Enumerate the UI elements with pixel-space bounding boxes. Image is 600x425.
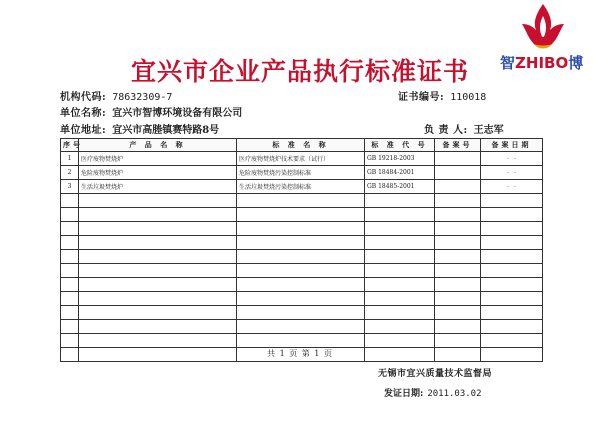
table-body <box>61 152 543 362</box>
table-row <box>61 306 543 320</box>
cell-product: 医疗废物焚烧炉 <box>79 152 237 166</box>
cell-product <box>79 334 237 348</box>
cell-date <box>481 320 543 334</box>
cell-record <box>435 194 481 208</box>
person-value: 王志军 <box>473 125 504 136</box>
cell-no <box>61 292 79 306</box>
cell-date: - - <box>481 152 543 166</box>
logo-cn-right: 博 <box>568 54 584 72</box>
cell-no <box>61 208 79 222</box>
cell-code <box>365 222 435 236</box>
unit-addr-row <box>60 121 219 136</box>
unit-addr-label: 单位地址: <box>60 125 107 136</box>
cell-no <box>61 278 79 292</box>
cell-record <box>435 180 481 194</box>
cell-standard <box>237 278 365 292</box>
col-header-date: 备案日期 <box>481 139 543 152</box>
cell-date <box>481 334 543 348</box>
unit-name-value: 宜兴市智博环境设备有限公司 <box>112 108 243 119</box>
col-header-no: 序号 <box>61 139 79 152</box>
cell-standard <box>237 306 365 320</box>
issuing-authority: 无锡市宜兴质量技术监督局 <box>378 369 493 379</box>
cell-record <box>435 264 481 278</box>
cell-no: 3 <box>61 180 79 194</box>
cell-standard <box>237 208 365 222</box>
cell-date <box>481 250 543 264</box>
cell-code <box>365 306 435 320</box>
cell-code <box>365 208 435 222</box>
cell-product <box>79 208 237 222</box>
cell-code <box>365 264 435 278</box>
cell-record <box>435 278 481 292</box>
cell-no <box>61 222 79 236</box>
cell-product <box>79 292 237 306</box>
cell-standard: 生活垃圾焚烧污染控制标准 <box>237 180 365 194</box>
table-row <box>61 320 543 334</box>
unit-addr-value: 宜兴市高塍镇赛特路8号 <box>112 125 220 136</box>
table-row <box>61 236 543 250</box>
table-row <box>61 208 543 222</box>
cell-date <box>481 292 543 306</box>
cell-date: - - <box>481 166 543 180</box>
cell-date: - - <box>481 180 543 194</box>
cell-date <box>481 208 543 222</box>
cert-no-label: 证书编号: <box>398 92 445 103</box>
cell-date <box>481 236 543 250</box>
cell-product <box>79 250 237 264</box>
cell-standard <box>237 334 365 348</box>
table-row <box>61 166 543 180</box>
logo-en: ZHIBO <box>515 54 569 72</box>
cell-standard <box>237 236 365 250</box>
cell-product <box>79 222 237 236</box>
cell-no <box>61 250 79 264</box>
cell-no <box>61 320 79 334</box>
cell-code: GB 19218-2003 <box>365 152 435 166</box>
cell-code: GB 18485-2001 <box>365 180 435 194</box>
table-header-row <box>61 139 543 152</box>
cell-date <box>481 278 543 292</box>
cell-code <box>365 278 435 292</box>
cell-no <box>61 264 79 278</box>
cell-no <box>61 194 79 208</box>
table-row <box>61 180 543 194</box>
cell-product <box>79 278 237 292</box>
table-row <box>61 278 543 292</box>
cell-no <box>61 306 79 320</box>
table-row <box>61 250 543 264</box>
cell-record <box>435 166 481 180</box>
cell-product <box>79 194 237 208</box>
cell-product <box>79 320 237 334</box>
cert-no-row <box>398 88 486 103</box>
cell-standard <box>237 292 365 306</box>
table-row <box>61 222 543 236</box>
cell-date <box>481 264 543 278</box>
cell-date <box>481 306 543 320</box>
cell-product <box>79 236 237 250</box>
cell-no <box>61 236 79 250</box>
table-row <box>61 194 543 208</box>
cell-code <box>365 194 435 208</box>
cell-product: 生活垃圾焚烧炉 <box>79 180 237 194</box>
person-label: 负 责 人: <box>424 125 468 136</box>
cell-code <box>365 236 435 250</box>
logo-cn-left: 智 <box>500 54 516 72</box>
unit-name-row <box>60 104 242 119</box>
standards-table <box>60 138 543 362</box>
cell-code <box>365 250 435 264</box>
cell-standard <box>237 250 365 264</box>
cell-standard <box>237 194 365 208</box>
col-header-standard: 标 准 名 称 <box>237 139 365 152</box>
cell-code <box>365 292 435 306</box>
issue-date-label: 发证日期: <box>384 389 424 399</box>
cell-date <box>481 222 543 236</box>
cell-standard <box>237 320 365 334</box>
cell-record <box>435 306 481 320</box>
col-header-code: 标 准 代 号 <box>365 139 435 152</box>
cell-no: 1 <box>61 152 79 166</box>
person-row <box>424 121 504 136</box>
cell-record <box>435 208 481 222</box>
col-header-record: 备案号 <box>435 139 481 152</box>
cell-standard: 危险废物焚烧污染控制标准 <box>237 166 365 180</box>
cert-no-value: 110018 <box>450 92 487 103</box>
cell-record <box>435 152 481 166</box>
cell-record <box>435 334 481 348</box>
cell-record <box>435 292 481 306</box>
cell-product <box>79 264 237 278</box>
cell-standard <box>237 222 365 236</box>
org-code-label: 机构代码: <box>60 92 107 103</box>
page-counter: 共 1 页 第 1 页 <box>267 349 333 358</box>
cell-record <box>435 236 481 250</box>
table-row <box>61 334 543 348</box>
cell-product <box>79 306 237 320</box>
cell-record <box>435 250 481 264</box>
issue-date-row <box>384 386 482 399</box>
table-row <box>61 264 543 278</box>
certificate-title: 宜兴市企业产品执行标准证书 <box>130 57 469 86</box>
org-code-row <box>60 88 172 103</box>
cell-code <box>365 320 435 334</box>
table-row <box>61 152 543 166</box>
cell-product: 危险废物焚烧炉 <box>79 166 237 180</box>
cell-code: GB 18484-2001 <box>365 166 435 180</box>
unit-name-label: 单位名称: <box>60 108 107 119</box>
cell-code <box>365 334 435 348</box>
table-row <box>61 292 543 306</box>
cell-date <box>481 194 543 208</box>
cell-standard <box>237 264 365 278</box>
cell-no: 2 <box>61 166 79 180</box>
cell-no <box>61 334 79 348</box>
col-header-product: 产 品 名 称 <box>79 139 237 152</box>
issue-date-value: 2011.03.02 <box>427 389 482 399</box>
flame-emblem-icon <box>512 2 574 52</box>
cell-record <box>435 222 481 236</box>
cell-record <box>435 320 481 334</box>
org-code-value: 78632309-7 <box>112 92 173 103</box>
cell-standard: 医疗废物焚烧炉技术要求（试行） <box>237 152 365 166</box>
